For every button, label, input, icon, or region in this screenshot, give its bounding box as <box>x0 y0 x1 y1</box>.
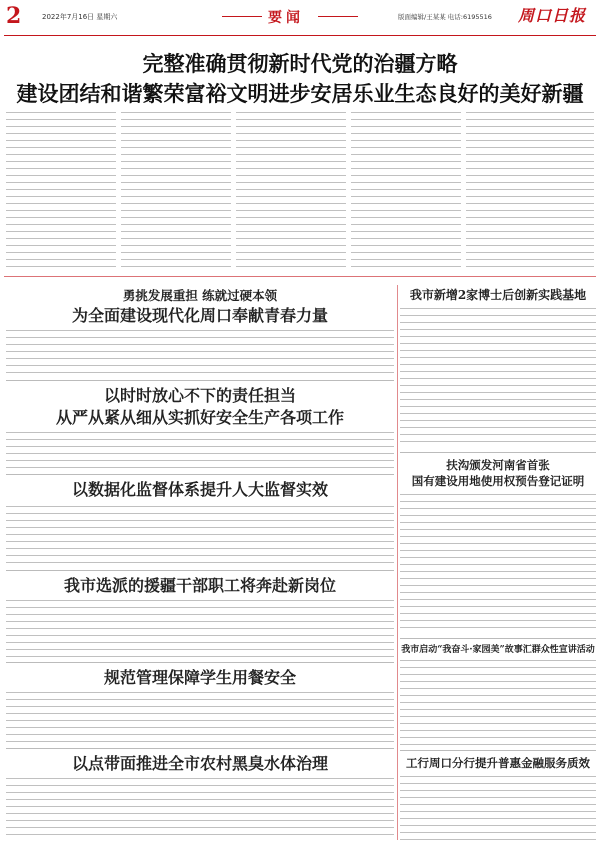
section-rule <box>4 276 596 277</box>
article-body <box>6 692 394 744</box>
article-body <box>6 600 394 658</box>
article-headline: 我市选派的援疆干部职工将奔赴新岗位 <box>63 576 336 595</box>
column-divider <box>397 285 398 840</box>
article-body <box>400 494 596 634</box>
article-body <box>6 432 394 470</box>
article-headline: 国有建设用地使用权预告登记证明 <box>411 474 585 488</box>
section-divider <box>318 16 358 17</box>
header-rule <box>4 35 596 36</box>
issue-date: 2022年7月16日 星期六 <box>42 13 118 21</box>
article-kicker: 以时时放心不下的责任担当 <box>103 386 296 405</box>
article-headline: 工行周口分行提升普惠金融服务质效 <box>406 756 590 770</box>
section-divider <box>222 16 262 17</box>
page-header <box>0 0 600 34</box>
article-divider <box>6 662 394 663</box>
article-body <box>400 308 596 448</box>
lead-body-column <box>121 112 231 270</box>
article-kicker: 勇挑发展重担 练就过硬本领 <box>122 288 278 303</box>
lead-body-column <box>351 112 461 270</box>
article-headline: 以点带面推进全市农村黑臭水体治理 <box>71 754 328 773</box>
article-divider <box>6 380 394 381</box>
article-divider <box>400 638 596 639</box>
article-headline: 从严从紧从细从实抓好安全生产各项工作 <box>55 408 344 427</box>
article-divider <box>6 570 394 571</box>
article-body <box>6 778 394 840</box>
editor-info: 版面编辑/王某某 电话:6195516 <box>398 13 492 21</box>
newspaper-masthead: 周口日报 <box>518 6 587 25</box>
article-headline: 我市新增2家博士后创新实践基地 <box>409 288 587 302</box>
article-divider <box>6 474 394 475</box>
article-headline: 为全面建设现代化周口奉献青春力量 <box>71 306 328 325</box>
article-divider <box>400 750 596 751</box>
article-headline: 规范管理保障学生用餐安全 <box>103 668 296 687</box>
lead-body-column <box>466 112 594 270</box>
lead-body-column <box>6 112 116 270</box>
article-divider <box>400 452 596 453</box>
page-number: 2 <box>6 3 22 29</box>
article-headline: 以数据化监督体系提升人大监督实效 <box>71 480 328 499</box>
section-title: 要闻 <box>268 10 304 26</box>
lead-body-column <box>236 112 346 270</box>
article-divider <box>6 748 394 749</box>
article-body <box>400 660 596 746</box>
article-body <box>6 330 394 374</box>
lead-subheadline: 建设团结和谐繁荣富裕文明进步安居乐业生态良好的美好新疆 <box>16 82 584 106</box>
article-body <box>6 506 394 566</box>
lead-headline: 完整准确贯彻新时代党的治疆方略 <box>142 52 458 76</box>
article-headline: 我市启动“我奋斗·家园美”故事汇群众性宣讲活动 <box>401 645 595 655</box>
article-body <box>400 776 596 840</box>
article-kicker: 扶沟颁发河南省首张 <box>446 458 550 472</box>
